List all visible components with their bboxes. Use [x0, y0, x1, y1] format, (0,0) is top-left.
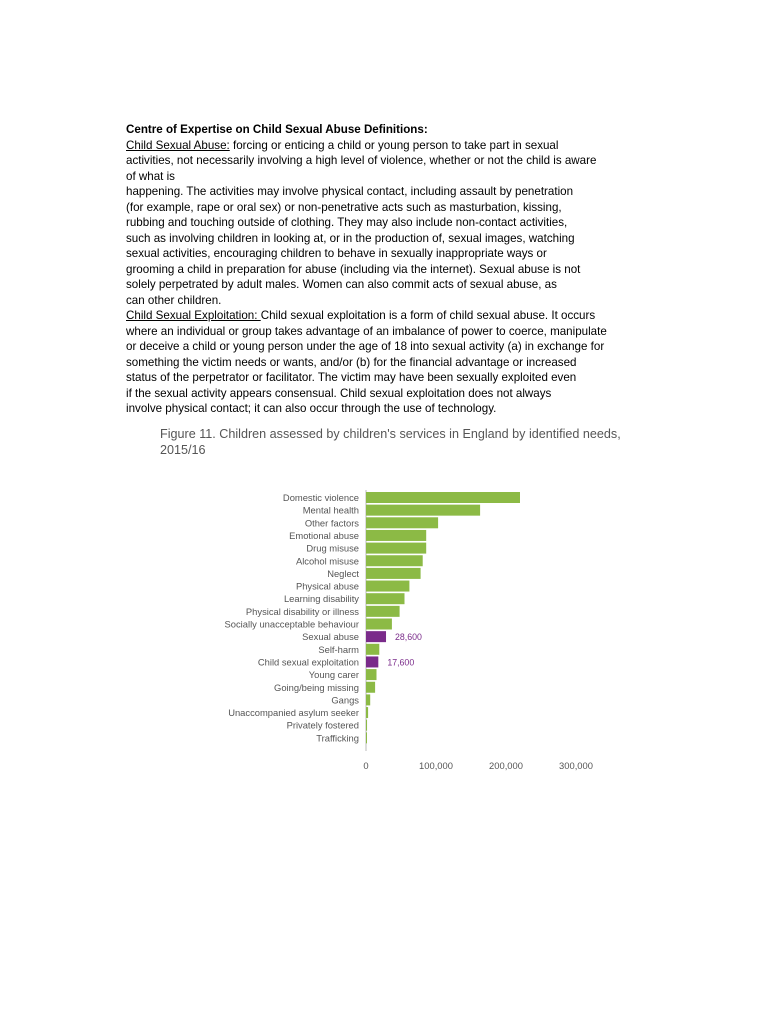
- data-label: 28,600: [395, 632, 422, 643]
- bar: [366, 720, 367, 731]
- bar: [366, 555, 423, 566]
- category-label: Trafficking: [316, 732, 359, 744]
- bar: [366, 581, 409, 592]
- definitions-document: [126, 122, 646, 417]
- text-line: [126, 184, 646, 200]
- text-line-body: or deceive a child or young person under the age of 18 into sexual activity (a) in exchange for: [126, 340, 605, 353]
- data-label: 17,600: [387, 657, 415, 668]
- bar: [366, 530, 426, 541]
- text-line: [126, 169, 646, 185]
- text-line-body: status of the perpetrator or facilitator. The victim may have been sexually exploited even: [126, 371, 577, 384]
- text-line-body: (for example, rape or oral sex) or non-penetrative acts such as masturbation, kissing,: [126, 200, 562, 214]
- text-line-body: can other children.: [126, 293, 222, 307]
- text-line-body: if the sexual activity appears consensual. Child sexual exploitation does not always: [126, 386, 552, 400]
- category-label: Unaccompanied asylum seeker: [228, 707, 359, 719]
- text-line: [126, 386, 646, 402]
- text-line: [126, 339, 646, 355]
- defined-term: Child Sexual Exploitation:: [126, 309, 261, 322]
- bar: [366, 505, 480, 516]
- text-line-body: happening. The activities may involve physical contact, including assault by penetration: [126, 185, 574, 198]
- x-tick-label: 300,000: [559, 760, 593, 771]
- text-line-body: something the victim needs or wants, and/or (b) for the financial advantage or increased: [126, 355, 577, 369]
- text-line-body: forcing or enticing a child or young person to take part in sexual: [229, 138, 559, 152]
- text-line-body: solely perpetrated by adult males. Women can also commit acts of sexual abuse, as: [126, 278, 557, 291]
- bar: [366, 682, 375, 693]
- text-line: [126, 231, 646, 247]
- text-line: [126, 293, 646, 309]
- category-label: Alcohol misuse: [295, 555, 359, 567]
- category-label: Emotional abuse: [289, 529, 359, 541]
- category-label: Mental health: [302, 504, 359, 516]
- text-line: [126, 153, 646, 169]
- bar: [366, 656, 378, 667]
- category-label: Self-harm: [318, 643, 359, 655]
- text-line: [126, 277, 646, 293]
- category-label: Learning disability: [283, 593, 359, 605]
- bar: [366, 619, 392, 630]
- text-line: [126, 324, 646, 340]
- text-line: [126, 401, 646, 417]
- needs-bar-chart: [146, 424, 626, 784]
- text-line-body: such as involving children in looking at, or in the production of, sexual images, watching: [126, 231, 575, 245]
- figure-11: [146, 424, 626, 784]
- defined-term: Child Sexual Abuse:: [126, 138, 230, 152]
- bar: [366, 669, 377, 680]
- category-label: Child sexual exploitation: [257, 656, 359, 668]
- category-label: Domestic violence: [282, 492, 359, 503]
- bar: [366, 593, 405, 604]
- text-line-body: rubbing and touching outside of clothing. They may also include non-contact activities,: [126, 216, 568, 229]
- text-line-body: grooming a child in preparation for abuse (including via the internet). Sexual abuse is not: [126, 262, 581, 276]
- definition-text: [126, 138, 646, 417]
- category-label: Young carer: [308, 669, 359, 681]
- category-label: Drug misuse: [306, 542, 359, 554]
- bar: [366, 543, 426, 554]
- text-line-body: of what is: [126, 169, 175, 183]
- bar: [366, 644, 379, 655]
- text-line-body: activities, not necessarily involving a high level of violence, whether or not the child is aware: [126, 154, 597, 167]
- bar: [366, 707, 368, 718]
- x-tick-label: 100,000: [419, 760, 453, 771]
- text-line-body: Child sexual exploitation is a form of child sexual abuse. It occurs: [260, 309, 596, 322]
- text-line: [126, 262, 646, 278]
- category-label: Sexual abuse: [302, 631, 359, 643]
- text-line: [126, 215, 646, 231]
- text-line: [126, 138, 646, 154]
- category-label: Other factors: [304, 517, 359, 529]
- document-heading: Centre of Expertise on Child Sexual Abuse Definitions:: [126, 123, 428, 136]
- category-label: Physical abuse: [295, 580, 359, 592]
- category-label: Gangs: [331, 694, 359, 706]
- text-line: [126, 308, 646, 324]
- bar: [366, 732, 367, 743]
- bar: [366, 606, 400, 617]
- text-line-body: involve physical contact; it can also occur through the use of technology.: [126, 402, 497, 415]
- bar: [366, 568, 421, 579]
- category-label: Going/being missing: [274, 681, 359, 693]
- figure-title-line-2: 2015/16: [160, 443, 206, 457]
- bar: [366, 631, 386, 642]
- category-label: Neglect: [327, 567, 359, 579]
- figure-title-line-1: Figure 11. Children assessed by children's services in England by identified needs,: [160, 427, 621, 441]
- bar: [366, 492, 520, 503]
- x-tick-label: 0: [363, 760, 369, 771]
- text-line: [126, 370, 646, 386]
- bar: [366, 517, 438, 528]
- category-label: Socially unacceptable behaviour: [224, 618, 359, 630]
- x-tick-label: 200,000: [489, 760, 523, 771]
- bar: [366, 694, 370, 705]
- text-line-body: sexual activities, encouraging children to behave in sexually inappropriate ways or: [126, 247, 547, 260]
- text-line: [126, 246, 646, 262]
- text-line: [126, 200, 646, 216]
- text-line-body: where an individual or group takes advantage of an imbalance of power to coerce, manipulate: [126, 324, 607, 338]
- text-line: [126, 355, 646, 371]
- category-label: Privately fostered: [286, 719, 359, 731]
- category-label: Physical disability or illness: [245, 605, 359, 617]
